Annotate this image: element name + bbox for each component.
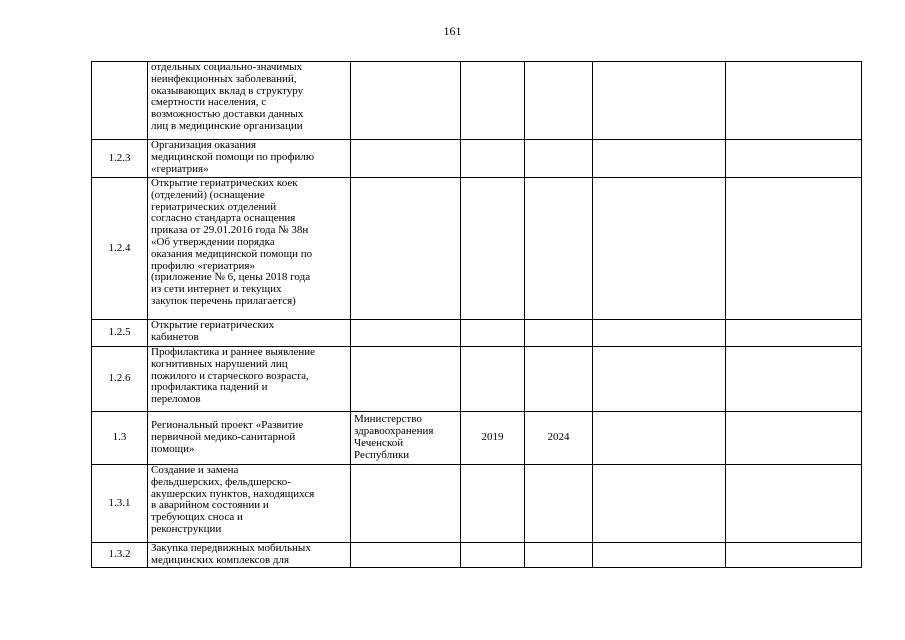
row-number: 1.3.1 [92, 465, 148, 543]
responsible-cell [351, 178, 461, 320]
measure-name-text: Создание и замена фельдшерских, фельдшерско- акушерских пунктов, находящихся в аварийном состоянии и требующих сноса и реконструкции [151, 464, 315, 535]
end-year-cell [525, 320, 593, 347]
measure-name-text: Организация оказания медицинской помощи по профилю «гериатрия» [151, 139, 315, 175]
responsible-cell [351, 465, 461, 543]
start-year-cell [461, 465, 525, 543]
table-row [92, 347, 862, 412]
table-row [92, 62, 862, 140]
measure-name [148, 465, 351, 543]
start-year-cell [461, 347, 525, 412]
end-year-cell [525, 465, 593, 543]
row-number: 1.2.5 [92, 320, 148, 347]
end-year-cell [525, 178, 593, 320]
end-year-cell [525, 543, 593, 568]
table-cell [593, 412, 726, 465]
table-cell [593, 543, 726, 568]
measure-name [148, 543, 351, 568]
responsible-cell [351, 140, 461, 178]
measure-name-text: Профилактика и раннее выявление когнитивных нарушений лиц пожилого и старческого возраста, профилактика падений и переломов [151, 346, 316, 406]
table-cell [726, 140, 862, 178]
table-row [92, 178, 862, 320]
table-cell [726, 465, 862, 543]
measure-name [148, 140, 351, 178]
end-year-cell [525, 140, 593, 178]
start-year-cell [461, 178, 525, 320]
table-row [92, 140, 862, 178]
table-cell [726, 62, 862, 140]
table-row [92, 412, 862, 465]
row-number: 1.3 [92, 412, 148, 465]
table-cell [593, 62, 726, 140]
measure-name-text: Региональный проект «Развитие первичной медико-санитарной помощи» [151, 419, 304, 455]
measure-name [148, 412, 351, 465]
responsible-cell [351, 347, 461, 412]
table-cell [593, 320, 726, 347]
measure-name-text: Открытие гериатрических кабинетов [151, 319, 275, 343]
table-row [92, 543, 862, 568]
table-cell [593, 347, 726, 412]
table-row [92, 465, 862, 543]
start-year-cell: 2019 [461, 412, 525, 465]
measure-name [148, 347, 351, 412]
table-row [92, 320, 862, 347]
table-cell [726, 320, 862, 347]
start-year-cell [461, 543, 525, 568]
page-number: 161 [443, 24, 462, 38]
table-cell [726, 412, 862, 465]
measure-name [148, 62, 351, 140]
measure-name [148, 320, 351, 347]
responsible-cell [351, 62, 461, 140]
row-number: 1.2.3 [92, 140, 148, 178]
row-number: 1.2.6 [92, 347, 148, 412]
responsible-cell [351, 320, 461, 347]
row-number: 1.2.4 [92, 178, 148, 320]
start-year-cell [461, 320, 525, 347]
table-cell [593, 465, 726, 543]
start-year-cell [461, 62, 525, 140]
responsible-cell [351, 412, 461, 465]
measure-name-text: отдельных социально-значимых неинфекционных заболеваний, оказывающих вклад в структуру смертности населения, с возможностью доставки данных лиц в медицинские организации [151, 61, 304, 132]
measure-name-text: Открытие гериатрических коек (отделений) (оснащение гериатрических отделений согласно стандарта оснащения приказа от 29.01.2016 года № 38н «Об утверждении порядка оказания медицинской помощи по профилю «гериатрия» (приложение № 6, цены 2018 года из сети интернет и текущих закупок перечень прилагается) [151, 177, 313, 307]
responsible-text: Министерство здравоохранения Чеченской Республики [354, 413, 434, 461]
measure-name-text: Закупка передвижных мобильных медицинских комплексов для [151, 542, 311, 566]
measures-table [91, 61, 862, 568]
table-cell [726, 178, 862, 320]
measure-name [148, 178, 351, 320]
end-year-cell: 2024 [525, 412, 593, 465]
end-year-cell [525, 62, 593, 140]
responsible-cell [351, 543, 461, 568]
row-number [92, 62, 148, 140]
table-cell [726, 543, 862, 568]
table-cell [593, 178, 726, 320]
row-number: 1.3.2 [92, 543, 148, 568]
start-year-cell [461, 140, 525, 178]
table-cell [726, 347, 862, 412]
end-year-cell [525, 347, 593, 412]
table-cell [593, 140, 726, 178]
